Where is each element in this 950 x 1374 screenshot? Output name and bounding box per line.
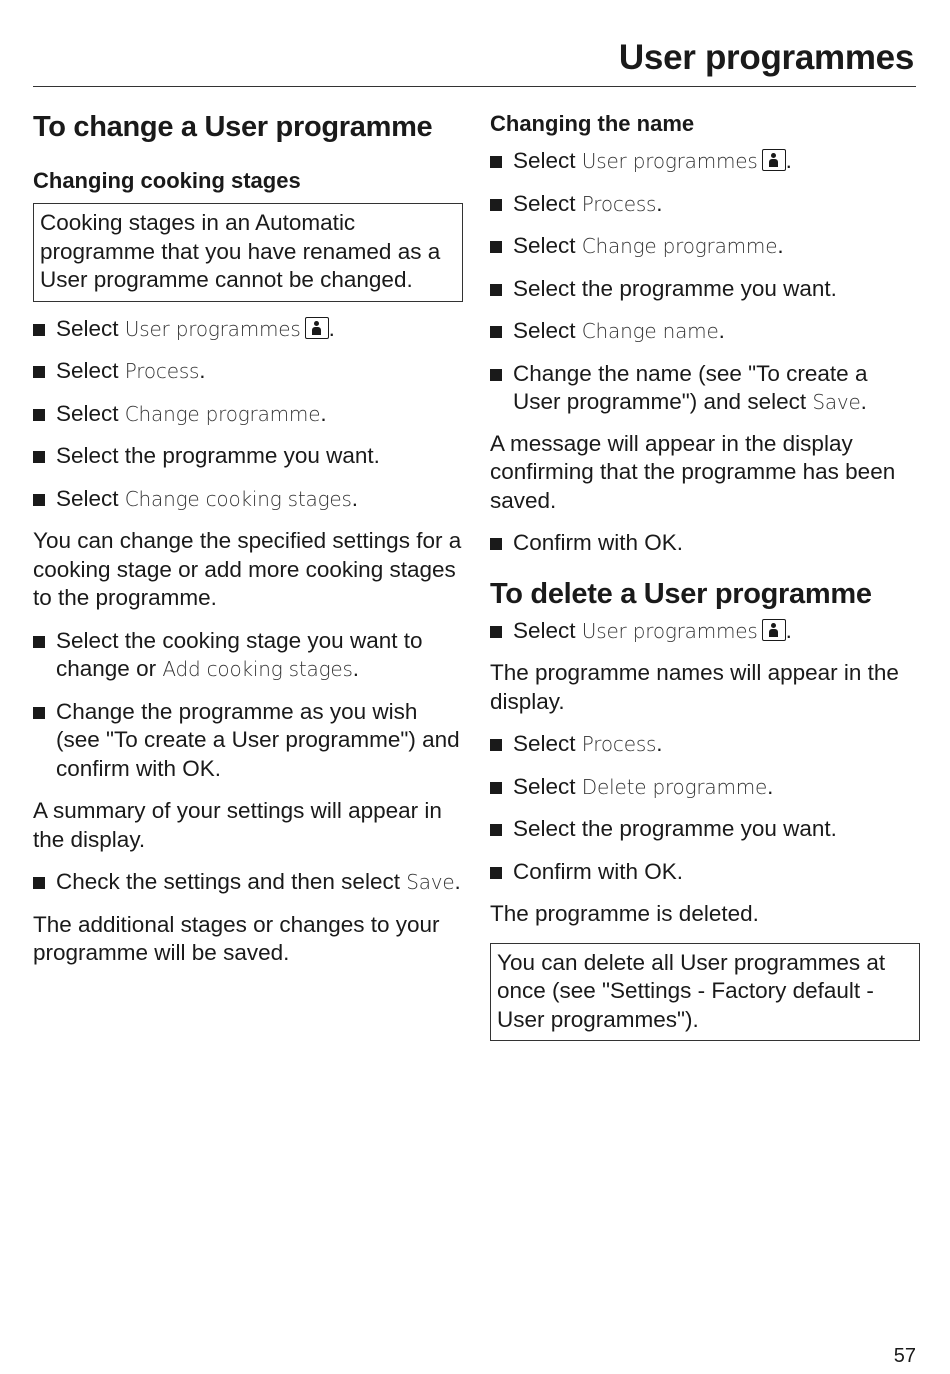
list-item: Select Process. [490, 190, 920, 219]
note-box-automatic: Cooking stages in an Automatic programme that you have renamed as a User programme cannot be changed. [33, 203, 463, 302]
display-term: User programmes [124, 316, 301, 341]
steps-list-delete-1 [490, 617, 920, 646]
display-term: Change name [581, 319, 719, 343]
list-item: Confirm with OK. [490, 858, 920, 887]
page-title: User programmes [618, 38, 914, 77]
user-programmes-icon [762, 619, 786, 641]
page-number: 57 [893, 1345, 916, 1367]
list-item: Select Delete programme. [490, 773, 920, 802]
display-term: Save [812, 390, 861, 414]
steps-list-1 [33, 315, 465, 514]
note-box-delete-all: You can delete all User programmes at once (see "Settings - Factory default - User programmes"). [490, 943, 920, 1042]
steps-list-2 [33, 627, 465, 784]
display-term: Change programme [581, 234, 778, 258]
list-item: Check the settings and then select Save. [33, 868, 465, 897]
display-term: Save [406, 870, 455, 894]
list-item: Select User programmes . [33, 315, 465, 344]
section-heading-delete: To delete a User programme [490, 577, 872, 610]
list-item: Select Change cooking stages. [33, 485, 465, 514]
subheading-cooking-stages: Changing cooking stages [33, 168, 301, 193]
steps-list-confirm [490, 529, 920, 558]
display-term: Process [581, 732, 657, 756]
list-item: Change the name (see "To create a User programme") and select Save. [490, 360, 920, 417]
display-term: Change programme [124, 401, 321, 426]
display-term: User programmes [581, 618, 758, 643]
section-heading-change: To change a User programme [33, 111, 433, 143]
user-programmes-icon [305, 317, 329, 339]
list-item: Select Process. [490, 730, 920, 759]
list-item: Select User programmes . [490, 617, 920, 646]
list-item: Select User programmes . [490, 147, 920, 176]
steps-list-name [490, 147, 920, 417]
display-term: Delete programme [581, 774, 768, 799]
list-item: Change the programme as you wish (see "To create a User programme") and confirm with OK. [33, 698, 465, 784]
paragraph: The programme names will appear in the display. [490, 660, 899, 714]
page-header [33, 36, 916, 87]
list-item: Select Change programme. [490, 232, 920, 261]
paragraph: A message will appear in the display confirming that the programme has been saved. [490, 430, 896, 513]
display-term: Add cooking stages [162, 657, 353, 681]
user-programmes-icon [762, 149, 786, 171]
paragraph: The programme is deleted. [490, 901, 759, 926]
list-item: Confirm with OK. [490, 529, 920, 558]
paragraph: The additional stages or changes to your programme will be saved. [33, 911, 440, 965]
left-column [33, 105, 465, 968]
subheading-changing-name: Changing the name [490, 111, 695, 136]
list-item: Select Change name. [490, 317, 920, 346]
list-item: Select the programme you want. [490, 275, 920, 304]
display-term: Process [124, 359, 200, 383]
display-term: Change cooking stages [124, 486, 352, 511]
paragraph: A summary of your settings will appear in the display. [33, 798, 442, 852]
paragraph: You can change the specified settings for a cooking stage or add more cooking stages to the programme. [33, 528, 462, 610]
display-term: Process [581, 191, 657, 216]
list-item: Select Change programme. [33, 400, 465, 429]
right-column [490, 105, 920, 1041]
list-item: Select the cooking stage you want to change or Add cooking stages. [33, 627, 465, 684]
steps-list-delete-2 [490, 730, 920, 886]
list-item: Select Process. [33, 357, 465, 386]
list-item: Select the programme you want. [490, 815, 920, 844]
display-term: User programmes [581, 149, 758, 173]
steps-list-3 [33, 868, 465, 897]
list-item: Select the programme you want. [33, 442, 465, 471]
